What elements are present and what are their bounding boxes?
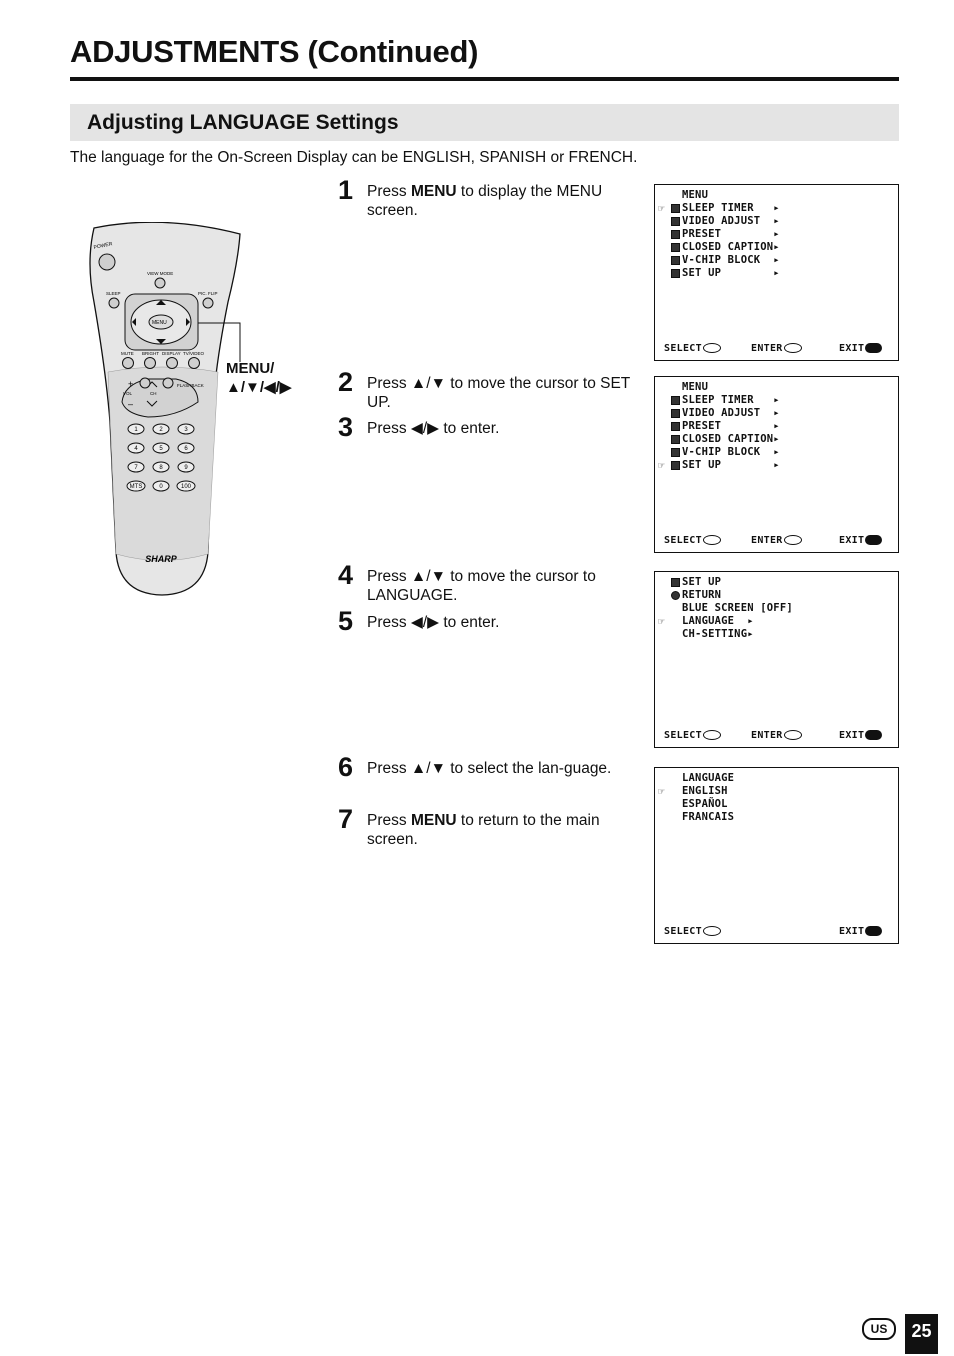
osd-item: BLUE SCREEN [OFF] bbox=[682, 602, 793, 614]
osd-footer-exit: EXIT bbox=[839, 730, 882, 741]
osd-item: SET UP ▸ bbox=[682, 459, 780, 471]
step-text: Press ▲/▼ to select the lan-guage. bbox=[367, 760, 612, 777]
step-number: 7 bbox=[338, 804, 354, 834]
menu-button-icon bbox=[865, 926, 882, 936]
bright-label: BRIGHT bbox=[142, 351, 160, 356]
menu-button-label: MENU bbox=[152, 320, 167, 326]
setup-icon bbox=[671, 578, 680, 587]
osd-footer-exit: EXIT bbox=[839, 535, 882, 546]
osd-item: V-CHIP BLOCK ▸ bbox=[682, 254, 780, 266]
step-text: Press ▲/▼ to move the cursor to SET UP. bbox=[367, 375, 630, 411]
osd-screen-setup bbox=[654, 571, 899, 748]
osd-footer-select: SELECT bbox=[664, 926, 721, 937]
digit-4: 4 bbox=[134, 446, 138, 452]
hand-cursor-icon: ☞ bbox=[658, 615, 665, 628]
remote-brand-logo: SHARP bbox=[145, 554, 177, 564]
dpad-icon bbox=[703, 343, 721, 353]
tv-video-label: TV/VIDEO bbox=[183, 351, 205, 356]
osd-footer-select: SELECT bbox=[664, 535, 721, 546]
osd-screen-menu-setup bbox=[654, 376, 899, 553]
osd-footer-enter: ENTER bbox=[751, 730, 802, 741]
digit-8: 8 bbox=[159, 465, 163, 471]
flashback-label: FLASHBACK bbox=[177, 383, 204, 388]
osd-footer-enter: ENTER bbox=[751, 535, 802, 546]
step-5 bbox=[338, 606, 638, 636]
osd-item: ESPAÑOL bbox=[682, 798, 728, 810]
title-rule bbox=[70, 77, 899, 81]
caption-icon bbox=[671, 243, 680, 252]
dpad-icon bbox=[784, 535, 802, 545]
vol-label: VOL bbox=[123, 391, 133, 396]
section-header bbox=[70, 104, 899, 141]
dpad-icon bbox=[784, 730, 802, 740]
dpad-icon bbox=[703, 730, 721, 740]
remote-callout-line1: MENU/ bbox=[226, 360, 275, 377]
digit-5: 5 bbox=[159, 446, 163, 452]
step-text: Press ▲/▼ to move the cursor to LANGUAGE. bbox=[367, 568, 596, 604]
osd-item: VIDEO ADJUST ▸ bbox=[682, 407, 780, 419]
hand-cursor-icon: ☞ bbox=[658, 785, 665, 798]
step-text: Press MENU to return to the main screen. bbox=[367, 812, 600, 848]
step-number: 5 bbox=[338, 606, 354, 636]
section-title: Adjusting LANGUAGE Settings bbox=[87, 111, 399, 134]
sleep-label: SLEEP bbox=[106, 291, 121, 296]
page-number: 25 bbox=[905, 1314, 938, 1354]
osd-item: V-CHIP BLOCK ▸ bbox=[682, 446, 780, 458]
osd-item: SLEEP TIMER ▸ bbox=[682, 394, 780, 406]
step-7 bbox=[338, 804, 638, 849]
remote-control-illustration bbox=[80, 222, 245, 602]
osd-item: PRESET ▸ bbox=[682, 228, 780, 240]
preset-icon bbox=[671, 422, 680, 431]
vchip-icon bbox=[671, 256, 680, 265]
dpad-icon bbox=[703, 926, 721, 936]
digit-0: 0 bbox=[159, 484, 163, 490]
osd-item: PRESET ▸ bbox=[682, 420, 780, 432]
digit-mts: MTS bbox=[129, 484, 143, 490]
timer-icon bbox=[671, 204, 680, 213]
hand-cursor-icon: ☞ bbox=[658, 459, 665, 472]
vchip-icon bbox=[671, 448, 680, 457]
step-4 bbox=[338, 560, 638, 605]
step-text: Press ◀/▶ to enter. bbox=[367, 614, 500, 631]
osd-item: CH-SETTING▸ bbox=[682, 628, 754, 640]
preset-icon bbox=[671, 230, 680, 239]
osd-screen-menu bbox=[654, 184, 899, 361]
osd-footer-select: SELECT bbox=[664, 730, 721, 741]
remote-callout-line2: ▲/▼/◀/▶ bbox=[226, 379, 292, 396]
display-label: DISPLAY bbox=[162, 351, 181, 356]
remote-callout bbox=[226, 359, 291, 397]
osd-item: VIDEO ADJUST ▸ bbox=[682, 215, 780, 227]
digit-9: 9 bbox=[184, 465, 188, 471]
step-number: 6 bbox=[338, 752, 354, 782]
osd-footer-enter: ENTER bbox=[751, 343, 802, 354]
step-6 bbox=[338, 752, 638, 782]
step-number: 2 bbox=[338, 367, 354, 397]
osd-item: SET UP ▸ bbox=[682, 267, 780, 279]
step-3 bbox=[338, 412, 638, 442]
digit-100: 100 bbox=[180, 484, 192, 490]
dpad-icon bbox=[784, 343, 802, 353]
step-number: 1 bbox=[338, 175, 354, 205]
digit-2: 2 bbox=[159, 427, 163, 433]
osd-title: SET UP bbox=[682, 576, 722, 588]
svg-text:+: + bbox=[128, 379, 134, 389]
dpad-icon bbox=[703, 535, 721, 545]
page-title: ADJUSTMENTS (Continued) bbox=[70, 34, 479, 69]
video-icon bbox=[671, 409, 680, 418]
step-2 bbox=[338, 367, 638, 412]
step-number: 3 bbox=[338, 412, 354, 442]
menu-button-icon bbox=[865, 730, 882, 740]
osd-footer-exit: EXIT bbox=[839, 343, 882, 354]
step-text: Press MENU to display the MENU screen. bbox=[367, 183, 603, 219]
return-icon bbox=[671, 591, 680, 600]
osd-title: LANGUAGE bbox=[682, 772, 735, 784]
svg-text:–: – bbox=[128, 399, 134, 409]
digit-7: 7 bbox=[134, 465, 138, 471]
timer-icon bbox=[671, 396, 680, 405]
digit-3: 3 bbox=[184, 427, 188, 433]
osd-item: ENGLISH bbox=[682, 785, 728, 797]
osd-item: CLOSED CAPTION▸ bbox=[682, 433, 780, 445]
caption-icon bbox=[671, 435, 680, 444]
osd-item: FRANCAIS bbox=[682, 811, 735, 823]
step-1 bbox=[338, 175, 638, 220]
osd-footer-select: SELECT bbox=[664, 343, 721, 354]
setup-icon bbox=[671, 269, 680, 278]
osd-item: LANGUAGE ▸ bbox=[682, 615, 754, 627]
region-badge: US bbox=[862, 1318, 896, 1340]
digit-6: 6 bbox=[184, 446, 188, 452]
intro-text: The language for the On-Screen Display can be ENGLISH, SPANISH or FRENCH. bbox=[70, 149, 638, 166]
osd-item: SLEEP TIMER ▸ bbox=[682, 202, 780, 214]
setup-icon bbox=[671, 461, 680, 470]
mute-label: MUTE bbox=[121, 351, 134, 356]
osd-screen-language bbox=[654, 767, 899, 944]
osd-item: CLOSED CAPTION▸ bbox=[682, 241, 780, 253]
hand-cursor-icon: ☞ bbox=[658, 202, 665, 215]
step-number: 4 bbox=[338, 560, 354, 590]
osd-footer-exit: EXIT bbox=[839, 926, 882, 937]
digit-1: 1 bbox=[134, 427, 138, 433]
menu-button-icon bbox=[865, 343, 882, 353]
osd-title: MENU bbox=[682, 381, 709, 393]
ch-label: CH bbox=[150, 391, 157, 396]
pic-flip-label: PIC. FLIP bbox=[198, 291, 218, 296]
view-mode-label: VIEW MODE bbox=[147, 271, 174, 276]
video-icon bbox=[671, 217, 680, 226]
osd-item: RETURN bbox=[682, 589, 722, 601]
power-label: POWER bbox=[93, 241, 113, 251]
step-text: Press ◀/▶ to enter. bbox=[367, 420, 500, 437]
osd-title: MENU bbox=[682, 189, 709, 201]
menu-button-icon bbox=[865, 535, 882, 545]
